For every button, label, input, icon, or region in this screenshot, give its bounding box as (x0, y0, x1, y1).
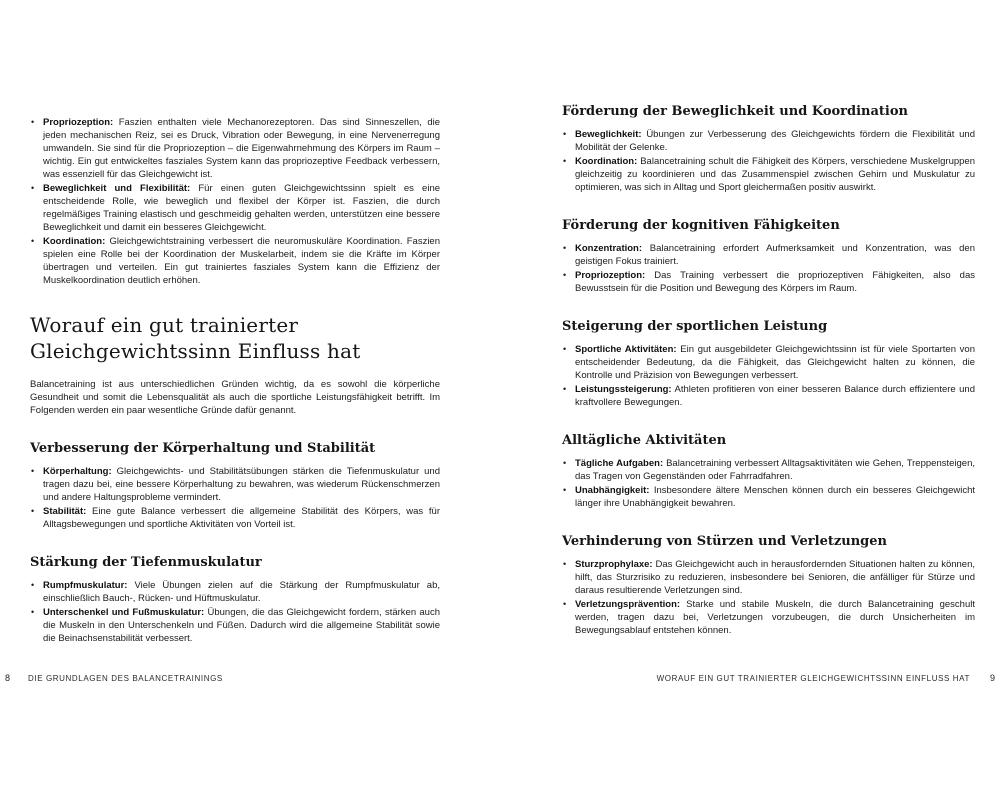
bullet-text: Balancetraining schult die Fähigkeit des Körpers, verschiedene Muskelgruppen gleichzeitig zu koordinieren und das Zusammenspiel zwischen Gehirn und Muskulatur zu optimieren, was sich in Alltag und Sport gleichermaßen positiv auswirkt. (575, 156, 976, 193)
bullet-term: Sturzprophylaxe: (575, 559, 653, 570)
bullet-content (575, 484, 975, 510)
bullet-icon: • (563, 458, 567, 468)
bullet-list (562, 457, 975, 510)
section-heading: Förderung der Beweglichkeit und Koordination (562, 104, 908, 119)
bullet-content (575, 383, 975, 409)
bullet-term: Beweglichkeit: (575, 129, 642, 140)
bullet-text: Balancetraining verbessert Alltagsaktivitäten wie Gehen, Treppensteigen, das Tragen von Gegenständen oder Fahrradfahren. (575, 458, 976, 482)
bullet-content (575, 558, 975, 597)
bullet-content (43, 182, 440, 234)
bullet-content (575, 242, 975, 268)
bullet-icon: • (563, 270, 567, 280)
bullet-icon: • (31, 117, 35, 127)
bullet-item (562, 128, 975, 154)
section-tiefenmuskulatur (30, 555, 440, 645)
bullet-content (43, 465, 440, 504)
bullet-list (30, 579, 440, 645)
bullet-icon: • (563, 129, 567, 139)
bullet-item (562, 558, 975, 597)
bullet-item (562, 457, 975, 483)
bullet-icon: • (563, 599, 567, 609)
bullet-item (30, 116, 440, 181)
bullet-term: Leistungssteigerung: (575, 384, 672, 395)
page-number-right: 9 (989, 673, 995, 683)
bullet-term: Sportliche Aktivitäten: (575, 344, 677, 355)
bullet-item (562, 484, 975, 510)
bullet-item (30, 579, 440, 605)
bullet-term: Unterschenkel und Fußmuskulatur: (43, 607, 205, 618)
bullet-text: Das Training verbessert die propriozeptiven Fähigkeiten, also das Bewusstsein für die Position und Bewegung des Körpers im Raum. (575, 270, 975, 294)
bullet-text: Eine gute Balance verbessert die allgemeine Stabilität des Körpers, was für Alltagsbewegungen und sportliche Aktivitäten von Vorteil ist. (43, 506, 441, 530)
bullet-item (562, 269, 975, 295)
bullet-list (562, 558, 975, 637)
section-heading: Verbesserung der Körperhaltung und Stabilität (30, 441, 376, 456)
bullet-text: Athleten profitieren von einer besseren Balance durch effizientere und kraftvollere Bewegungen. (575, 384, 975, 408)
bullet-content (43, 606, 440, 645)
bullet-term: Koordination: (575, 156, 638, 167)
page-left (30, 0, 440, 646)
section-koerperhaltung (30, 441, 440, 531)
bullet-content (575, 155, 975, 194)
bullet-term: Konzentration: (575, 243, 643, 254)
bullet-item (562, 242, 975, 268)
bullet-term: Propriozeption: (43, 117, 114, 128)
intro-bullet-list (30, 116, 440, 287)
bullet-icon: • (563, 559, 567, 569)
bullet-item (30, 235, 440, 287)
running-title-right: WORAUF EIN GUT TRAINIERTER GLEICHGEWICHTSSINN EINFLUSS HAT (656, 674, 970, 683)
section-heading: Alltägliche Aktivitäten (562, 433, 727, 448)
bullet-content (43, 116, 440, 181)
bullet-item (562, 155, 975, 194)
bullet-list (562, 128, 975, 194)
section-heading: Verhinderung von Stürzen und Verletzungen (562, 534, 887, 549)
bullet-text: Gleichgewichts- und Stabilitätsübungen stärken die Tiefenmuskulatur und tragen dazu bei, eine bessere Körperhaltung zu bewahren, was wiederum Rückenschmerzen und andere Haltungsprobleme vermindert. (43, 466, 440, 503)
bullet-text: Übungen zur Verbesserung des Gleichgewichts fördern die Flexibilität und Mobilität der Gelenke. (575, 129, 975, 153)
footer-left (5, 673, 223, 684)
bullet-item (562, 598, 975, 637)
bullet-list (562, 242, 975, 295)
bullet-icon: • (563, 485, 567, 495)
bullet-text: Viele Übungen zielen auf die Stärkung der Rumpfmuskulatur ab, einschließlich Bauch-, Rücken- und Hüftmuskulatur. (43, 580, 440, 604)
bullet-text: Für einen guten Gleichgewichtssinn spielt es eine entscheidende Rolle, wie beweglich und flexibel der Körper ist. Faszien, die durch regelmäßiges Training elastisch und geschmeidig gehalten werden, unterstützen eine bessere Beweglichkeit und damit ein besseres Gleichgewicht. (43, 183, 441, 233)
bullet-text: Faszien enthalten viele Mechanorezeptoren. Das sind Sinneszellen, die jeden mechanischen Reiz, sei es Druck, Vibration oder Bewegung, in eine Nervenerregung umwandeln. Sie sind für die Propriozeption – die Eigenwahrnehmung des Körpers im Raum – wichtig. Ein gut entwickeltes fasziales System kann das propriozeptive Feedback verbessern, was essenziell für das Gleichgewicht ist. (43, 117, 441, 180)
page-number-left: 8 (5, 673, 11, 683)
bullet-icon: • (563, 344, 567, 354)
footer-right (657, 673, 995, 684)
bullet-list (562, 343, 975, 409)
bullet-term: Koordination: (43, 236, 106, 247)
bullet-icon: • (31, 506, 35, 516)
bullet-item (30, 606, 440, 645)
bullet-term: Rumpfmuskulatur: (43, 580, 128, 591)
bullet-icon: • (563, 384, 567, 394)
bullet-item (562, 383, 975, 409)
bullet-content (43, 235, 440, 287)
page-right (562, 0, 975, 638)
section-kognitive-faehigkeiten (562, 218, 975, 295)
bullet-content (575, 343, 975, 382)
bullet-content (575, 457, 975, 483)
bullet-text: Gleichgewichtstraining verbessert die neuromuskuläre Koordination. Faszien spielen eine Rolle bei der Koordination der Muskelarbeit, indem sie die Kräfte im Körper übertragen und verteilen. Ein gut trainiertes fasziales System kann die Effizienz der Muskelkoordination deutlich erhöhen. (43, 236, 441, 286)
bullet-content (575, 269, 975, 295)
bullet-term: Propriozeption: (575, 270, 646, 281)
bullet-list (30, 465, 440, 531)
bullet-icon: • (31, 466, 35, 476)
bullet-text: Ein gut ausgebildeter Gleichgewichtssinn ist für viele Sportarten von entscheidender Bedeutung, da die Fähigkeit, das Gleichgewicht halten zu können, die Kontrolle und Präzision von Bewegungen verbessert. (575, 344, 976, 381)
bullet-term: Tägliche Aufgaben: (575, 458, 664, 469)
bullet-icon: • (563, 156, 567, 166)
bullet-term: Unabhängigkeit: (575, 485, 650, 496)
bullet-item (30, 505, 440, 531)
bullet-term: Stabilität: (43, 506, 87, 517)
bullet-item (30, 182, 440, 234)
section-sturz-verletzungen (562, 534, 975, 637)
bullet-icon: • (31, 183, 35, 193)
running-title-left: DIE GRUNDLAGEN DES BALANCETRAININGS (28, 674, 223, 683)
bullet-icon: • (31, 607, 35, 617)
intro-paragraph: Balancetraining ist aus unterschiedlichen Gründen wichtig, da es sowohl die körperliche Gesundheit und somit die Lebensqualität als auch die sportliche Leistungsfähigkeit betrifft. Im Folgenden werden ein paar wesentliche Gründe dafür genannt. (30, 379, 440, 416)
bullet-content (43, 579, 440, 605)
section-sportliche-leistung (562, 319, 975, 409)
bullet-item (562, 343, 975, 382)
bullet-text: Starke und stabile Muskeln, die durch Balancetraining geschult werden, tragen dazu bei, Verletzungen vorzubeugen, die durch Unsicherheiten im Bewegungsablauf entstehen können. (575, 599, 975, 636)
bullet-term: Beweglichkeit und Flexibilität: (43, 183, 191, 194)
bullet-content (575, 598, 975, 637)
bullet-term: Verletzungsprävention: (575, 599, 681, 610)
bullet-item (30, 465, 440, 504)
bullet-content (575, 128, 975, 154)
bullet-text: Balancetraining erfordert Aufmerksamkeit und Konzentration, was den geistigen Fokus trainiert. (575, 243, 975, 267)
bullet-text: Übungen, die das Gleichgewicht fordern, stärken auch die Muskeln in den Unterschenkeln und Füßen. Dadurch wird die allgemeine Stabilität sowie die Beinachsenstabilität verbessert. (43, 607, 440, 644)
section-heading: Steigerung der sportlichen Leistung (562, 319, 828, 334)
bullet-text: Das Gleichgewicht auch in herausfordernden Situationen halten zu können, hilft, das Sturzrisiko zu reduzieren, insbesondere bei Senioren, die anfälliger für Stürze und daraus resultierende Verletzungen sind. (575, 559, 976, 596)
bullet-icon: • (563, 243, 567, 253)
section-beweglichkeit-koordination (562, 104, 975, 194)
section-alltaegliche-aktivitaeten (562, 433, 975, 510)
bullet-text: Insbesondere ältere Menschen können durch ein besseres Gleichgewicht länger ihre Unabhängigkeit bewahren. (575, 485, 975, 509)
bullet-icon: • (31, 236, 35, 246)
section-heading: Förderung der kognitiven Fähigkeiten (562, 218, 840, 233)
bullet-content (43, 505, 440, 531)
bullet-term: Körperhaltung: (43, 466, 112, 477)
section-heading: Stärkung der Tiefenmuskulatur (30, 555, 262, 570)
chapter-title: Worauf ein gut trainierter Gleichgewichtssinn Einfluss hat (30, 313, 361, 363)
bullet-icon: • (31, 580, 35, 590)
